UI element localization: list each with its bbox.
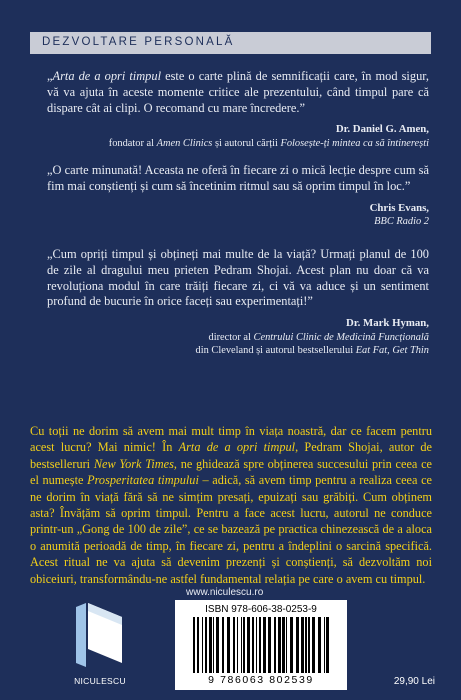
italic-run: Folosește-ți mintea ca să întinerești [280,137,429,149]
barcode-bar [256,617,257,673]
quote-amen [47,69,429,150]
text-run: din Cleveland și autorul bestsellerului [195,345,356,357]
barcode-bar [205,617,207,673]
barcode-area [175,600,347,690]
quote-evans [47,163,429,229]
publisher-name: NICULESCU [74,676,126,686]
italic-run: Centrului Clinic de Medicină Funcțională [253,331,429,343]
quote-role [47,215,429,229]
category-label: DEZVOLTARE PERSONALĂ [42,36,235,48]
text-run: Cu toții ne dorim să avem mai mult timp în viața noastră, dar ce facem pentru acest lucru? Mai nimic! În [30,424,432,455]
quote-role [47,344,429,358]
quote-text [47,163,429,195]
barcode-bar [202,617,203,673]
barcode-bar [252,617,254,673]
barcode-bar [301,617,304,673]
text-run: „O carte minunată! Aceasta ne oferă în fiecare zi o mică lecție despre cum să fim mai conștienți și cum să încetinim ritmul sau să oprim timpul în loc.” [47,163,429,193]
quote-text [47,247,429,310]
quote-attribution [47,123,429,150]
barcode-icon [191,617,331,673]
isbn-label: ISBN 978-606-38-0253-9 [205,604,317,615]
barcode-bar [241,617,242,673]
barcode-bar [296,617,299,673]
barcode-bar [243,617,245,673]
italic-run: Amen Clinics [156,137,213,149]
quote-attribution [47,202,429,229]
price-label: 29,90 Lei [393,676,435,687]
barcode-bar [259,617,261,673]
italic-run: Eat Fat, Get Thin [355,345,429,357]
barcode-bar [326,617,329,673]
text-run: fondator al [108,137,157,149]
barcode-bar [193,617,195,673]
barcode-bar [263,617,266,673]
text-run: „Cum opriți timpul și obțineți mai multe de la viață? Urmați planul de 100 de zile al dragului meu prieten Pedram Shojai. Acest plan nu doar că va revoluționa modul în care trăiți fiecare zi, ci vă va aduce și un sentiment profund de bucurie în orice faceți sau experimentați!” [47,247,429,309]
barcode-bar [282,617,285,673]
quote-text [47,69,429,116]
quote-author: Dr. Mark Hyman, [346,317,429,330]
barcode-bar [312,617,315,673]
quote-author: Dr. Daniel G. Amen, [335,123,429,136]
text-run: , Pedram Shojai, autor de bestselleruri [30,440,433,471]
italic-run: New York Times [93,456,174,471]
barcode-bar [274,617,276,673]
publisher-url[interactable]: www.niculescu.ro [186,587,264,598]
quote-role [47,331,429,345]
barcode-bar [227,617,230,673]
italic-run: Prosperitatea timpului [87,473,199,488]
italic-run: Arta de a opri timpul [52,69,162,83]
barcode-bar [290,617,293,673]
barcode-bar [278,617,281,673]
italic-run: Arta de a opri timpul [178,440,296,455]
barcode-bar [247,617,250,673]
barcode-bar [286,617,287,673]
barcode-bar [213,617,214,673]
text-run: este o carte plină de semnificații care, în mod sigur, vă va ajuta în aceste momente critice ale prezentului, când timpul pare că dispare cât ai clipi. O recomand cu mare încredere.” [47,69,429,115]
italic-run: BBC Radio 2 [374,216,429,228]
text-run: , ne ghidează spre obținerea succesului prin ceea ce el numește [30,456,433,488]
text-run: și autorul cărții [212,137,281,149]
category-band [30,32,431,54]
text-run: director al [208,331,254,343]
barcode-bar [268,617,271,673]
quote-hyman [47,247,429,358]
barcode-bar [216,617,219,673]
barcode-bar [209,617,212,673]
barcode-bar [233,617,235,673]
text-run: – adică, să avem timp pentru a realiza ceea ce ne dorim în viață fără să ne simțim presați, epuizați sau grăbiți. Cum obținem asta? Învățăm să oprim timpul. Pentru a face acest lucru, autorul ne conduce printr-un „Gong de 100 de zile”, ce se bazează pe practica chinezească de a aloca o anumită perioadă de timp, în fiecare zi, pentru a îndeplini o sarcină specifică. Acest ritual ne va ajuta să devenim prezenți și conștienți, să dezvoltăm noi obiceiuri, transformându-ne astfel fundamental relația pe care o avem cu timpul. [30,473,432,586]
quote-author: Chris Evans, [369,201,429,214]
book-blurb [30,423,432,587]
barcode-bar [318,617,321,673]
quote-attribution [47,317,429,358]
barcode-bar [222,617,224,673]
barcode-bar [305,617,307,673]
barcode-bar [308,617,310,673]
barcode-bar [197,617,199,673]
text-run: „ [47,69,53,83]
quote-role [47,137,429,151]
barcode-bar [237,617,238,673]
blurb-text [30,423,432,587]
barcode-digits: 9 786063 802539 [208,674,314,686]
barcode-bar [324,617,325,673]
publisher-logo-icon [58,597,142,683]
